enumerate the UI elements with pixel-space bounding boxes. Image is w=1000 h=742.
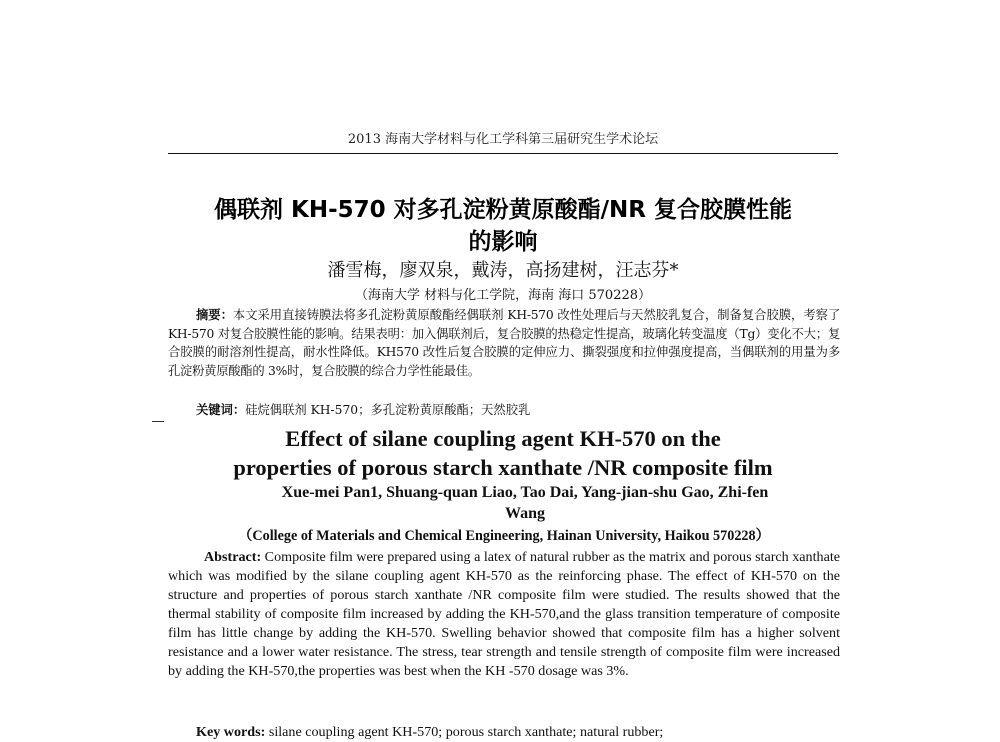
english-authors-line1: Xue-mei Pan1, Shuang-quan Liao, Tao Dai, Yang-jian-shu Gao, Zhi-fen — [281, 484, 769, 501]
chinese-keywords-label: 关键词： — [196, 402, 246, 417]
chinese-authors: 潘雪梅，廖双泉，戴涛，高扬建树，汪志芬* — [327, 260, 679, 281]
header-rule — [168, 153, 838, 154]
chinese-abstract-text: 本文采用直接铸膜法将多孔淀粉黄原酸酯经偶联剂 KH-570 改性处理后与天然胶乳复合，制备复合胶膜，考察了 KH-570 对复合胶膜性能的影响。结果表明：加入偶联剂后，复合胶膜的热稳定性提高，玻璃化转变温度（Tg）变化不大；复合胶膜的耐溶剂性提高，耐水性降低。KH570 改性后复合胶膜的定伸应力、撕裂强度和拉伸强度提高，当偶联剂的用量为多孔淀粉黄原酸酯的 3%时，复合胶膜的综合力学性能最佳。 — [168, 308, 840, 378]
english-abstract — [168, 548, 840, 681]
chinese-abstract-label: 摘要： — [196, 307, 233, 322]
chinese-title-line2: 的影响 — [468, 229, 538, 255]
english-title-line2: properties of porous starch xanthate /NR composite film — [233, 455, 773, 480]
english-title — [170, 424, 836, 482]
english-keywords-label: Key words: — [196, 724, 266, 740]
margin-mark — [152, 421, 164, 422]
english-affiliation: （College of Materials and Chemical Engineering, Hainan University, Haikou 570228） — [238, 528, 770, 544]
chinese-keywords-text: 硅烷偶联剂 KH-570；多孔淀粉黄原酸酯；天然胶乳 — [245, 403, 531, 417]
english-abstract-label: Abstract: — [204, 549, 262, 565]
english-keywords-text: silane coupling agent KH-570; porous starch xanthate; natural rubber; — [268, 724, 664, 740]
chinese-abstract — [168, 306, 840, 380]
english-authors-line2: Wang — [504, 505, 545, 522]
running-header: 2013 海南大学材料与化工学科第三届研究生学术论坛 — [347, 132, 659, 147]
english-abstract-text: Composite film were prepared using a latex of natural rubber as the matrix and porous starch xanthate which was modified by the silane coupling agent KH-570 as the reinforcing phase. The effect of KH-570 on the structure and properties of porous starch xanthate /NR composite film were studied. The results showed that the thermal stability of composite film increased by adding the KH-570,and the glass transition temperature of composite film has little change by adding the KH-570. Swelling behavior showed that composite film has a higher solvent resistance and a lower water resistance. The stress, tear strength and tensile strength of composite film were increased by adding the KH-570,the properties was best when the KH -570 dosage was 3%. — [168, 549, 840, 679]
chinese-affiliation: （海南大学 材料与化工学院，海南 海口 570228） — [354, 288, 652, 303]
english-title-line1: Effect of silane coupling agent KH-570 on the — [285, 426, 721, 451]
english-authors — [210, 482, 840, 524]
chinese-keywords — [196, 401, 836, 419]
chinese-title-line1: 偶联剂 KH-570 对多孔淀粉黄原酸酯/NR 复合胶膜性能 — [213, 197, 792, 223]
